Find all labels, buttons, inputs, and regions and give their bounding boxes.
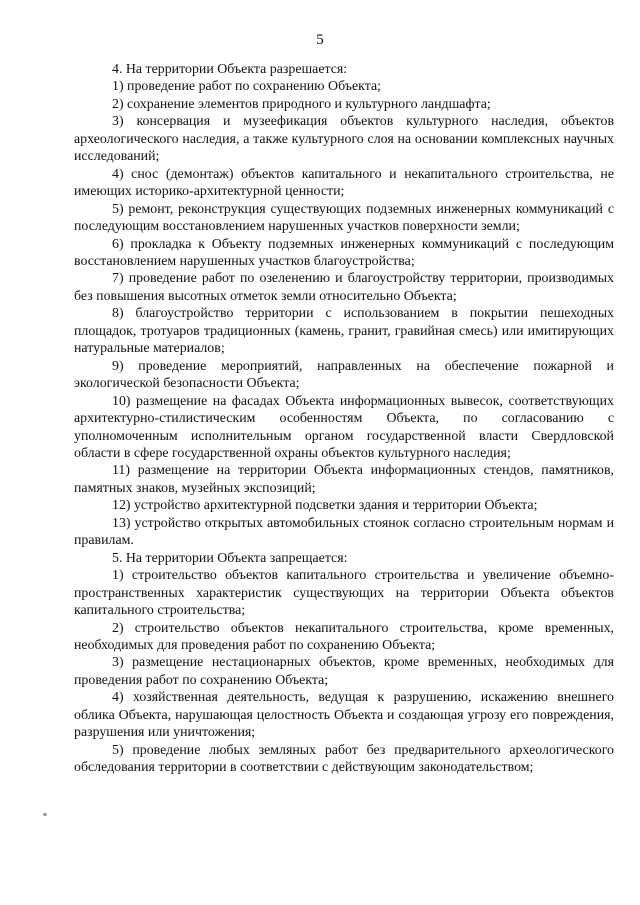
prohibited-item-1: 1) строительство объектов капитального строительства и увеличение объемно-пространственных характеристик существующих на территории Объекта объектов капитального строительства; xyxy=(74,568,614,619)
allowed-item-11: 11) размещение на территории Объекта информационных стендов, памятников, памятных знаков, музейных экспозиций; xyxy=(74,463,614,496)
allowed-item-4: 4) снос (демонтаж) объектов капитального и некапитального строительства, не имеющих историко-архитектурной ценности; xyxy=(74,166,614,200)
allowed-item-12: 12) устройство архитектурной подсветки здания и территории Объекта; xyxy=(112,498,538,514)
allowed-item-3: 3) консервация и музеефикация объектов культурного наследия, объектов археологического наследия, а также культурного слоя на основании комплексных научных исследований; xyxy=(74,114,614,165)
allowed-item-7: 7) проведение работ по озеленению и благоустройству территории, производимых без повышения высотных отметок земли относительно Объекта; xyxy=(74,271,614,304)
document-body xyxy=(74,61,614,777)
allowed-item-9: 9) проведение мероприятий, направленных на обеспечение пожарной и экологической безопасности Объекта; xyxy=(74,358,614,392)
scan-speck xyxy=(43,813,47,816)
allowed-item-10: 10) размещение на фасадах Объекта информационных вывесок, соответствующих архитектурно-стилистическим особенностям Объекта, по согласованию с уполномоченным исполнительным органом государственной власти Свердловской области в сфере государственной охраны объектов культурного наследия; xyxy=(74,393,614,461)
allowed-item-5: 5) ремонт, реконструкция существующих подземных инженерных коммуникаций с последующим восстановлением нарушенных участков поверхности земли; xyxy=(74,201,614,235)
section-4-heading: 4. На территории Объекта разрешается: xyxy=(112,62,348,77)
prohibited-item-4: 4) хозяйственная деятельность, ведущая к разрушению, искажению внешнего облика Объекта, нарушающая целостность Объекта и создающая угрозу его повреждения, разрушения или уничтожения; xyxy=(74,690,614,741)
allowed-item-2: 2) сохранение элементов природного и культурного ландшафта; xyxy=(112,96,491,112)
page-number: 5 xyxy=(316,32,324,48)
prohibited-item-5: 5) проведение любых земляных работ без предварительного археологического обследования территории в соответствии с действующим законодательством; xyxy=(74,742,614,776)
prohibited-item-3: 3) размещение нестационарных объектов, кроме временных, необходимых для проведения работ по сохранению Объекта; xyxy=(74,655,614,688)
prohibited-item-2: 2) строительство объектов некапитального строительства, кроме временных, необходимых для проведения работ по сохранению Объекта; xyxy=(74,620,614,653)
section-5-heading: 5. На территории Объекта запрещается: xyxy=(112,550,348,566)
allowed-item-8: 8) благоустройство территории с использованием в покрытии пешеходных площадок, тротуаров традиционных (камень, гранит, гравийная смесь) или имитирующих натуральные материалов; xyxy=(74,306,614,357)
allowed-item-6: 6) прокладка к Объекту подземных инженерных коммуникаций с последующим восстановлением нарушенных участков благоустройства; xyxy=(74,236,614,269)
allowed-item-13: 13) устройство открытых автомобильных стоянок согласно строительным нормам и правилам. xyxy=(74,515,614,549)
allowed-item-1: 1) проведение работ по сохранению Объекта; xyxy=(112,79,381,95)
